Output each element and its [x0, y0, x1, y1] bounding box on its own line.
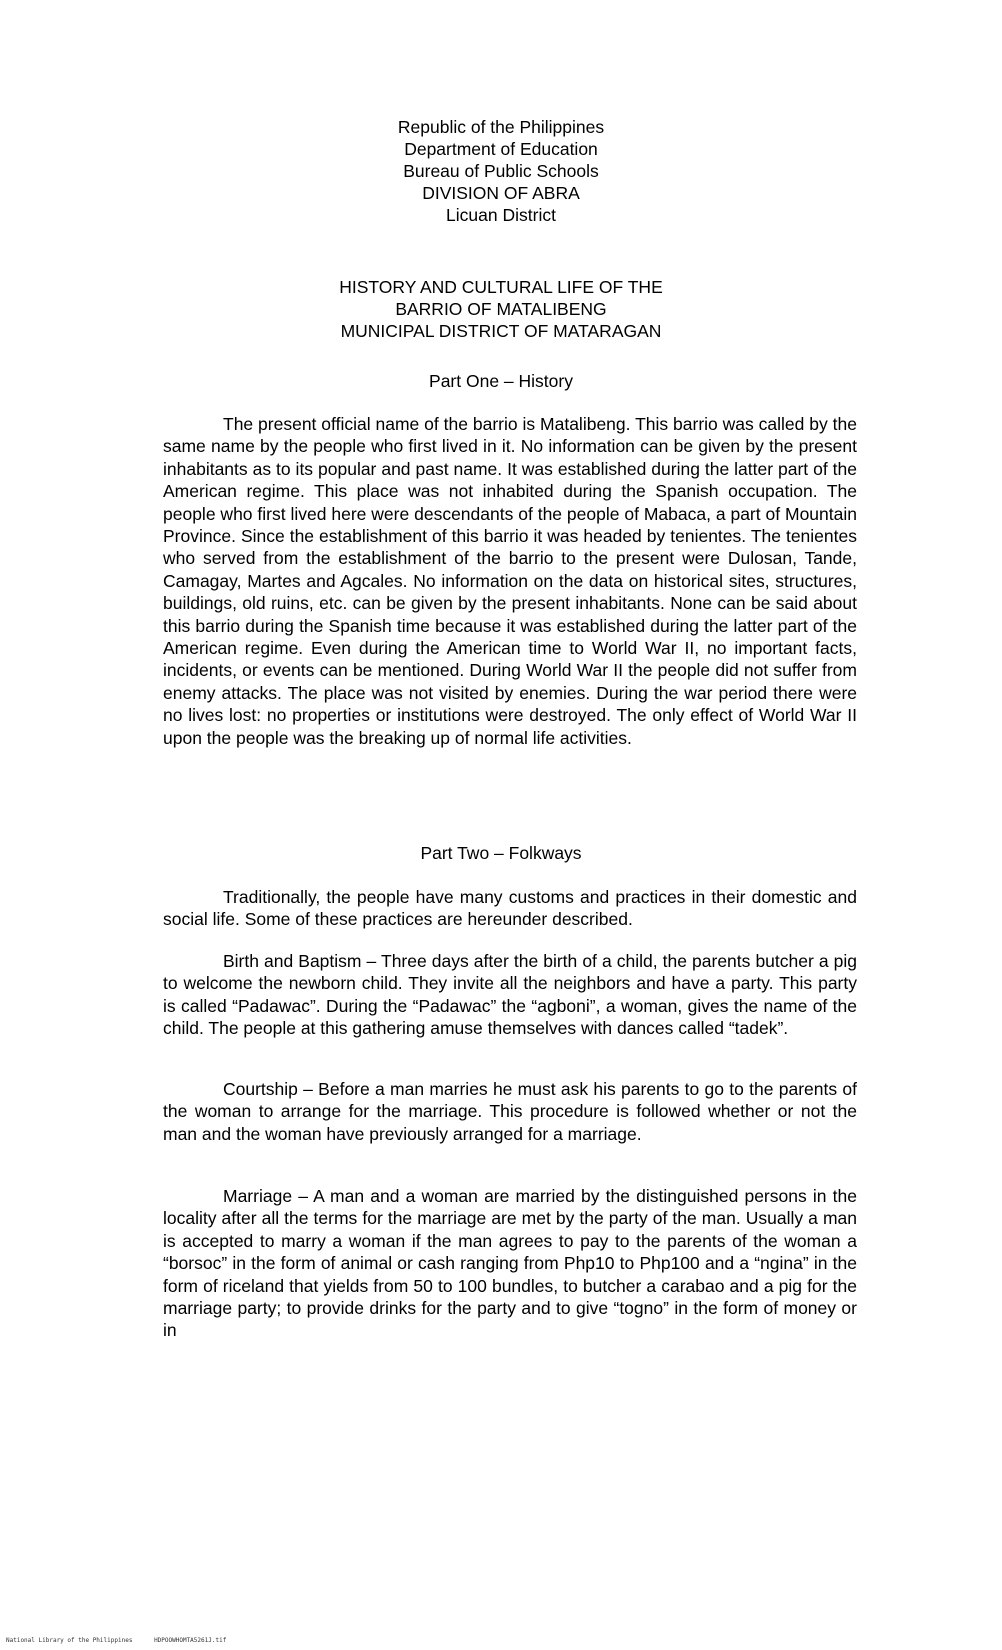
birth-baptism-paragraph: Birth and Baptism – Three days after the birth of a child, the parents butcher a pig to welcome the newborn child. They invite all the neighbors and have a party. This party is called “Padawac”. During the “Padawac” the “agboni”, a woman, gives the name of the child. The people at this gathering amuse themselves with dances called “tadek”.: [163, 951, 857, 1039]
letterhead-line: Republic of the Philippines: [397, 117, 605, 137]
footer-library-label: National Library of the Philippines: [6, 1637, 133, 1644]
document-title: [0, 276, 1002, 342]
letterhead-line: DIVISION OF ABRA: [422, 183, 580, 203]
section-heading-history: Part One – History: [429, 371, 573, 391]
scan-footer: [6, 1637, 244, 1644]
title-line: HISTORY AND CULTURAL LIFE OF THE: [339, 277, 663, 297]
letterhead-line: Bureau of Public Schools: [403, 161, 599, 181]
section-heading-folkways: Part Two – Folkways: [420, 843, 582, 863]
footer-file-label: HDPOOWHOMTA5261J.tif: [154, 1637, 227, 1644]
letterhead-line: Department of Education: [404, 139, 598, 159]
marriage-paragraph: Marriage – A man and a woman are married by the distinguished persons in the locality after all the terms for the marriage are met by the party of the man. Usually a man is accepted to marry a woman if the man agrees to pay to the parents of the woman a “borsoc” in the form of animal or cash ranging from Php10 to Php100 and a “ngina” in the form of riceland that yields from 50 to 100 bundles, to butcher a carabao and a pig for the marriage party; to provide drinks for the party and to give “togno” in the form of money or in: [163, 1186, 857, 1341]
letterhead-line: Licuan District: [446, 205, 556, 225]
folkways-intro-paragraph: Traditionally, the people have many customs and practices in their domestic and social life. Some of these practices are hereunder described.: [163, 887, 857, 930]
title-line: BARRIO OF MATALIBENG: [395, 299, 607, 319]
courtship-paragraph: Courtship – Before a man marries he must ask his parents to go to the parents of the woman to arrange for the marriage. This procedure is followed whether or not the man and the woman have previously arranged for a marriage.: [163, 1079, 857, 1144]
title-line: MUNICIPAL DISTRICT OF MATARAGAN: [340, 321, 662, 341]
history-paragraph: The present official name of the barrio is Matalibeng. This barrio was called by the same name by the people who first lived in it. No information can be given by the present inhabitants as to its popular and past name. It was established during the latter part of the American regime. This place was not inhabited during the Spanish occupation. The people who first lived here were descendants of the people of Mabaca, a part of Mountain Province. Since the establishment of this barrio it was headed by tenientes. The tenientes who served from the establishment of the barrio to the present were Dulosan, Tande, Camagay, Martes and Agcales. No information on the data on historical sites, structures, buildings, old ruins, etc. can be given by the present inhabitants. None can be said about this barrio during the Spanish time because it was established during the latter part of the American regime. Even during the American time to World War II, no important facts, incidents, or events can be mentioned. During World War II the people did not suffer from enemy attacks. The place was not visited by enemies. During the war period there were no lives lost: no properties or institutions were destroyed. The only effect of World War II upon the people was the breaking up of normal life activities.: [163, 414, 857, 748]
letterhead: [0, 116, 1002, 226]
